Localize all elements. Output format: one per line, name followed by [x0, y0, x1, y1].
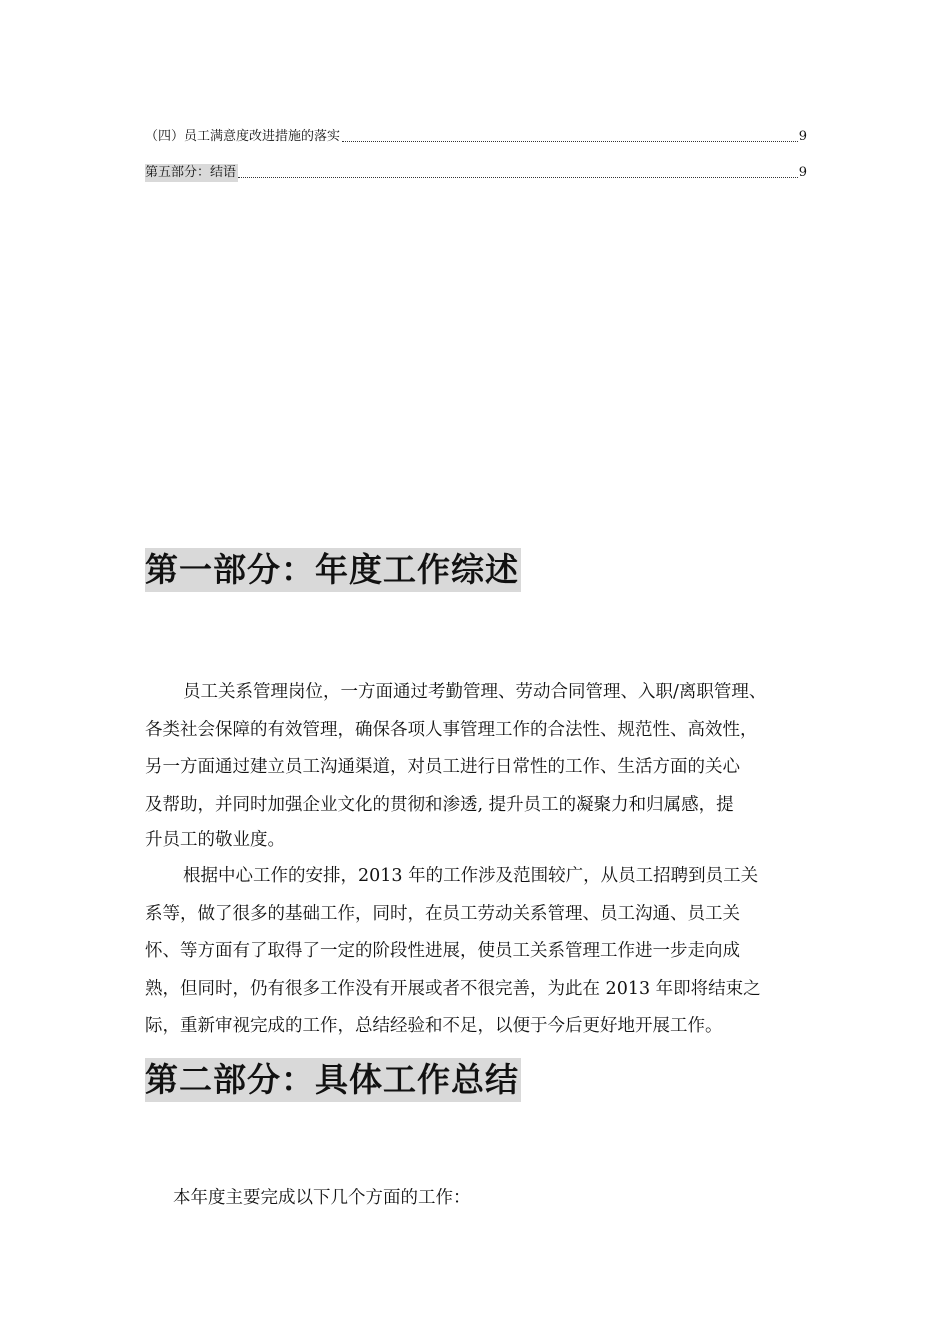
toc-entry[interactable]	[145, 128, 807, 146]
text-line: 熟，但同时，仍有很多工作没有开展或者不很完善，为此在 2013 年即将结束之	[145, 978, 761, 999]
text-line: 怀、等方面有了取得了一定的阶段性进展，使员工关系管理工作进一步走向成	[145, 941, 740, 961]
text-line: 另一方面通过建立员工沟通渠道，对员工进行日常性的工作、生活方面的关心	[145, 757, 740, 777]
toc-leader-dots	[238, 176, 798, 178]
intro-text: 本年度主要完成以下几个方面的工作：	[173, 1188, 471, 1208]
text-line: 根据中心工作的安排，2013 年的工作涉及范围较广，从员工招聘到员工关	[183, 866, 759, 886]
section-heading: 第一部分：年度工作综述	[145, 548, 521, 592]
text-line: 各类社会保障的有效管理，确保各项人事管理工作的合法性、规范性、高效性，	[145, 719, 758, 740]
text-line: 升员工的敬业度。	[145, 830, 285, 850]
toc-leader-dots	[342, 140, 798, 142]
toc-entry-title: 第五部分：结语	[145, 165, 237, 180]
toc-entry[interactable]	[145, 164, 807, 182]
text-line: 员工关系管理岗位，一方面通过考勤管理、劳动合同管理、入职/离职管理、	[183, 682, 767, 702]
text-line: 际，重新审视完成的工作，总结经验和不足，以便于今后更好地开展工作。	[145, 1016, 723, 1036]
toc-entry-page: 9	[798, 165, 807, 180]
paragraph	[145, 858, 825, 1046]
paragraph	[145, 674, 825, 856]
section-heading: 第二部分：具体工作总结	[145, 1058, 521, 1102]
toc-entry-page: 9	[798, 129, 807, 144]
text-line: 及帮助，并同时加强企业文化的贯彻和渗透, 提升员工的凝聚力和归属感，提	[145, 794, 734, 815]
toc-entry-title: （四）员工满意度改进措施的落实	[145, 129, 341, 144]
text-line: 系等，做了很多的基础工作，同时，在员工劳动关系管理、员工沟通、员工关	[145, 903, 740, 924]
